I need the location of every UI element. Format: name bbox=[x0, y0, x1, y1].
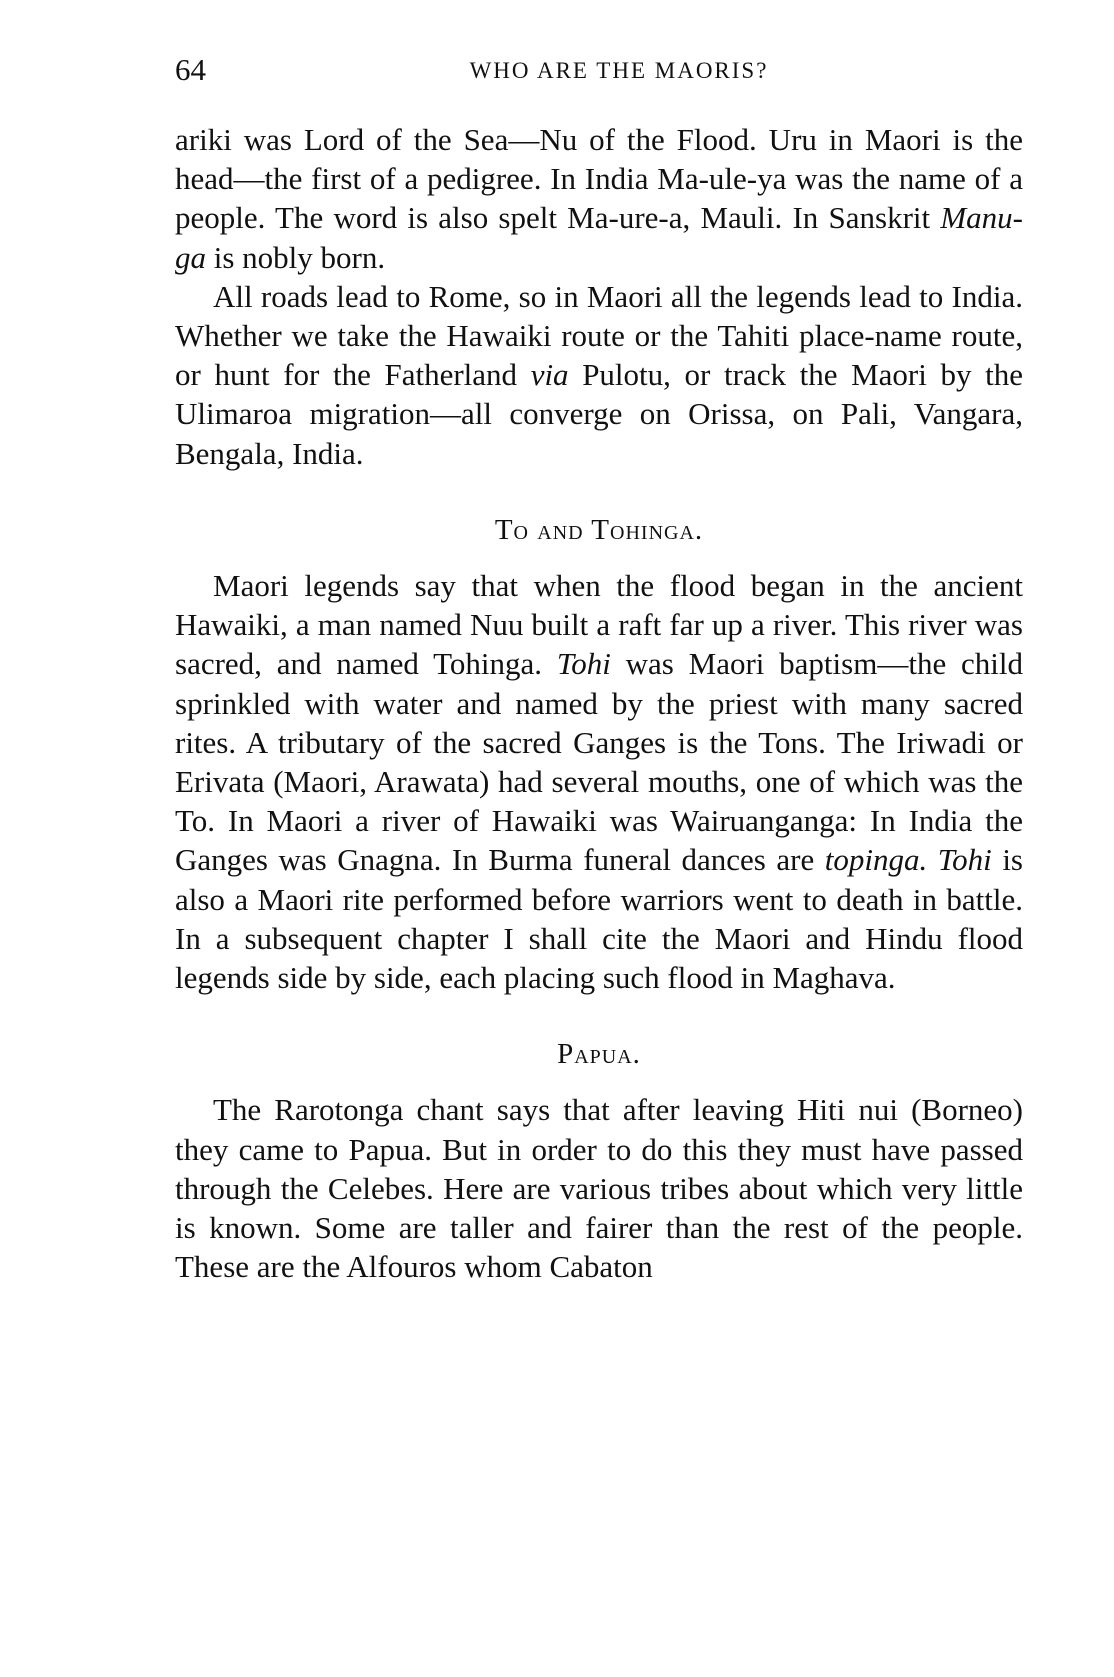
paragraph-2-text-a: All roads lead to Rome, so in Maori all the legends lead to India. Whether we take the Hawaiki route or the Tahiti place-name route, or hunt for the Fatherland bbox=[175, 278, 1023, 393]
paragraph-3-text-a: Maori legends say that when the flood began in the ancient Hawaiki, a man named Nuu built a raft far up a river. This river was sacred, and named Tohinga. bbox=[175, 568, 1023, 682]
paragraph-4 bbox=[175, 1090, 1023, 1286]
paragraph-3-italic-3: Tohi bbox=[937, 842, 992, 878]
paragraph-3-text-c bbox=[927, 842, 938, 877]
running-head bbox=[175, 52, 1023, 92]
paragraph-1-text-a: ariki was Lord of the Sea—Nu of the Flood. Uru in Maori is the head—the first of a pedigree. In India Ma-ule-ya was the name of a people. The word is also spelt Ma-ure-a, Mauli. In Sanskrit bbox=[175, 122, 1023, 236]
body-text bbox=[175, 120, 1023, 1286]
paragraph-2 bbox=[175, 277, 1023, 473]
paragraph-4-text: The Rarotonga chant says that after leaving Hiti nui (Borneo) they came to Papua. But in order to do this they must have passed through the Celebes. Here are various tribes about which very little is known. Some are taller and fairer than the rest of the people. These are the Alfouros whom Cabaton bbox=[175, 1092, 1023, 1285]
paragraph-1 bbox=[175, 120, 1023, 277]
paragraph-3-text-d: is also a Maori rite performed before warriors went to death in battle. In a subsequent chapter I shall cite the Maori and Hindu flood legends side by side, each placing such flood in Maghava. bbox=[175, 842, 1023, 996]
paragraph-3 bbox=[175, 566, 1023, 997]
section-heading-to-and-tohinga: To and Tohinga. bbox=[494, 513, 704, 546]
paragraph-3-italic-2: topinga. bbox=[824, 842, 928, 878]
paragraph-3-text-b: was Maori baptism—the child sprinkled with water and named by the priest with many sacred rites. A tributary of the sacred Ganges is the Tons. The Iriwadi or Erivata (Maori, Arawata) had several mouths, one of which was the To. In Maori a river of Hawaiki was Wairuanganga: In India the Ganges was Gnagna. In Burma funeral dances are bbox=[175, 646, 1023, 878]
paragraph-2-text-b: Pulotu, or track the Maori by the Ulimaroa migration—all converge on Orissa, on Pali, Vangara, Bengala, India. bbox=[175, 357, 1023, 471]
paragraph-3-italic-1: Tohi bbox=[556, 646, 611, 682]
running-title: WHO ARE THE MAORIS? bbox=[469, 58, 769, 83]
paragraph-1-text-b: is nobly born. bbox=[206, 239, 386, 275]
paragraph-1-italic: Manu-ga bbox=[175, 200, 1023, 275]
paragraph-2-italic: via bbox=[530, 357, 569, 393]
page-number: 64 bbox=[175, 52, 206, 87]
section-heading-papua: Papua. bbox=[557, 1038, 641, 1071]
